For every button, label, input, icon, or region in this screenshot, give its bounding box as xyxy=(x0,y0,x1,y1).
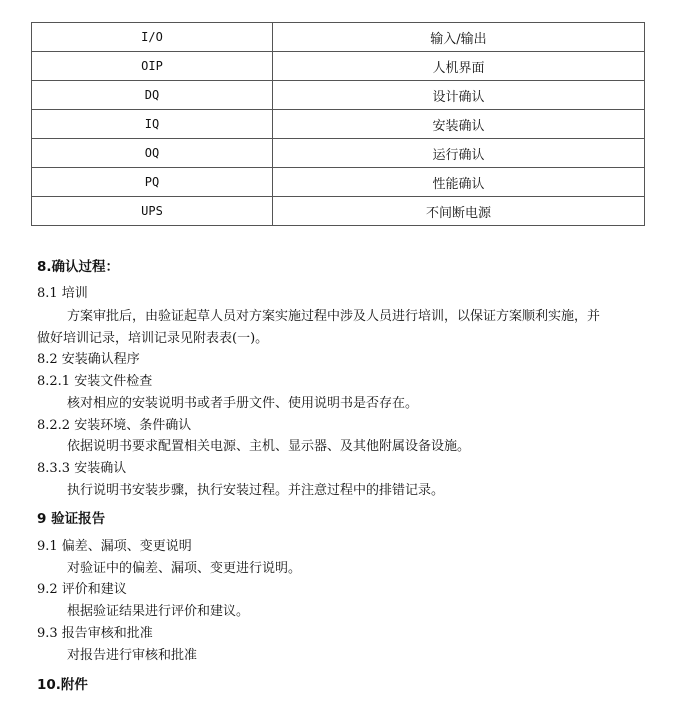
section-8-1-text: 方案审批后，由验证起草人员对方案实施过程中涉及人员进行培训，以保证方案顺利实施，并 xyxy=(67,309,601,324)
table-row xyxy=(32,23,645,52)
section-9-heading: 9 验证报告 xyxy=(37,511,106,527)
abbr-code-cell: I/O xyxy=(32,23,273,52)
abbreviation-table xyxy=(31,22,645,226)
abbr-meaning-cell: 不间断电源 xyxy=(273,197,645,226)
abbr-code-cell: IQ xyxy=(32,110,273,139)
section-9-1-text: 对验证中的偏差、漏项、变更进行说明。 xyxy=(67,561,302,576)
table-row xyxy=(32,81,645,110)
section-9-2-text: 根据验证结果进行评价和建议。 xyxy=(67,604,250,619)
abbr-code-cell: OQ xyxy=(32,139,273,168)
abbr-code-cell: UPS xyxy=(32,197,273,226)
section-8-2-title: 8.2 安装确认程序 xyxy=(37,352,140,367)
section-8-1-text-continued: 做好培训记录，培训记录见附表表(一)。 xyxy=(37,331,269,346)
section-10-heading: 10.附件 xyxy=(37,677,88,693)
section-8-3-3-title: 8.3.3 安装确认 xyxy=(37,461,127,476)
abbr-meaning-cell: 输入/输出 xyxy=(273,23,645,52)
table-row xyxy=(32,139,645,168)
section-8-2-1-text: 核对相应的安装说明书或者手册文件、使用说明书是否存在。 xyxy=(67,396,419,411)
section-8-2-2-title: 8.2.2 安装环境、条件确认 xyxy=(37,418,192,433)
table-row xyxy=(32,168,645,197)
section-8-1-title: 8.1 培训 xyxy=(37,286,88,301)
abbr-meaning-cell: 设计确认 xyxy=(273,81,645,110)
abbr-code-cell: OIP xyxy=(32,52,273,81)
section-9-3-text: 对报告进行审核和批准 xyxy=(67,648,198,663)
abbr-meaning-cell: 安装确认 xyxy=(273,110,645,139)
abbr-meaning-cell: 人机界面 xyxy=(273,52,645,81)
section-8-heading: 8.确认过程： xyxy=(37,259,120,275)
section-9-1-title: 9.1 偏差、漏项、变更说明 xyxy=(37,539,192,554)
section-9-2-title: 9.2 评价和建议 xyxy=(37,582,127,597)
table-row xyxy=(32,197,645,226)
section-8-3-3-text: 执行说明书安装步骤，执行安装过程。并注意过程中的排错记录。 xyxy=(67,483,445,498)
table-row xyxy=(32,52,645,81)
section-9-3-title: 9.3 报告审核和批准 xyxy=(37,626,153,641)
section-8-2-1-title: 8.2.1 安装文件检查 xyxy=(37,374,153,389)
abbr-code-cell: PQ xyxy=(32,168,273,197)
table-row xyxy=(32,110,645,139)
abbr-meaning-cell: 性能确认 xyxy=(273,168,645,197)
abbr-code-cell: DQ xyxy=(32,81,273,110)
section-8-2-2-text: 依据说明书要求配置相关电源、主机、显示器、及其他附属设备设施。 xyxy=(67,439,471,454)
abbr-meaning-cell: 运行确认 xyxy=(273,139,645,168)
